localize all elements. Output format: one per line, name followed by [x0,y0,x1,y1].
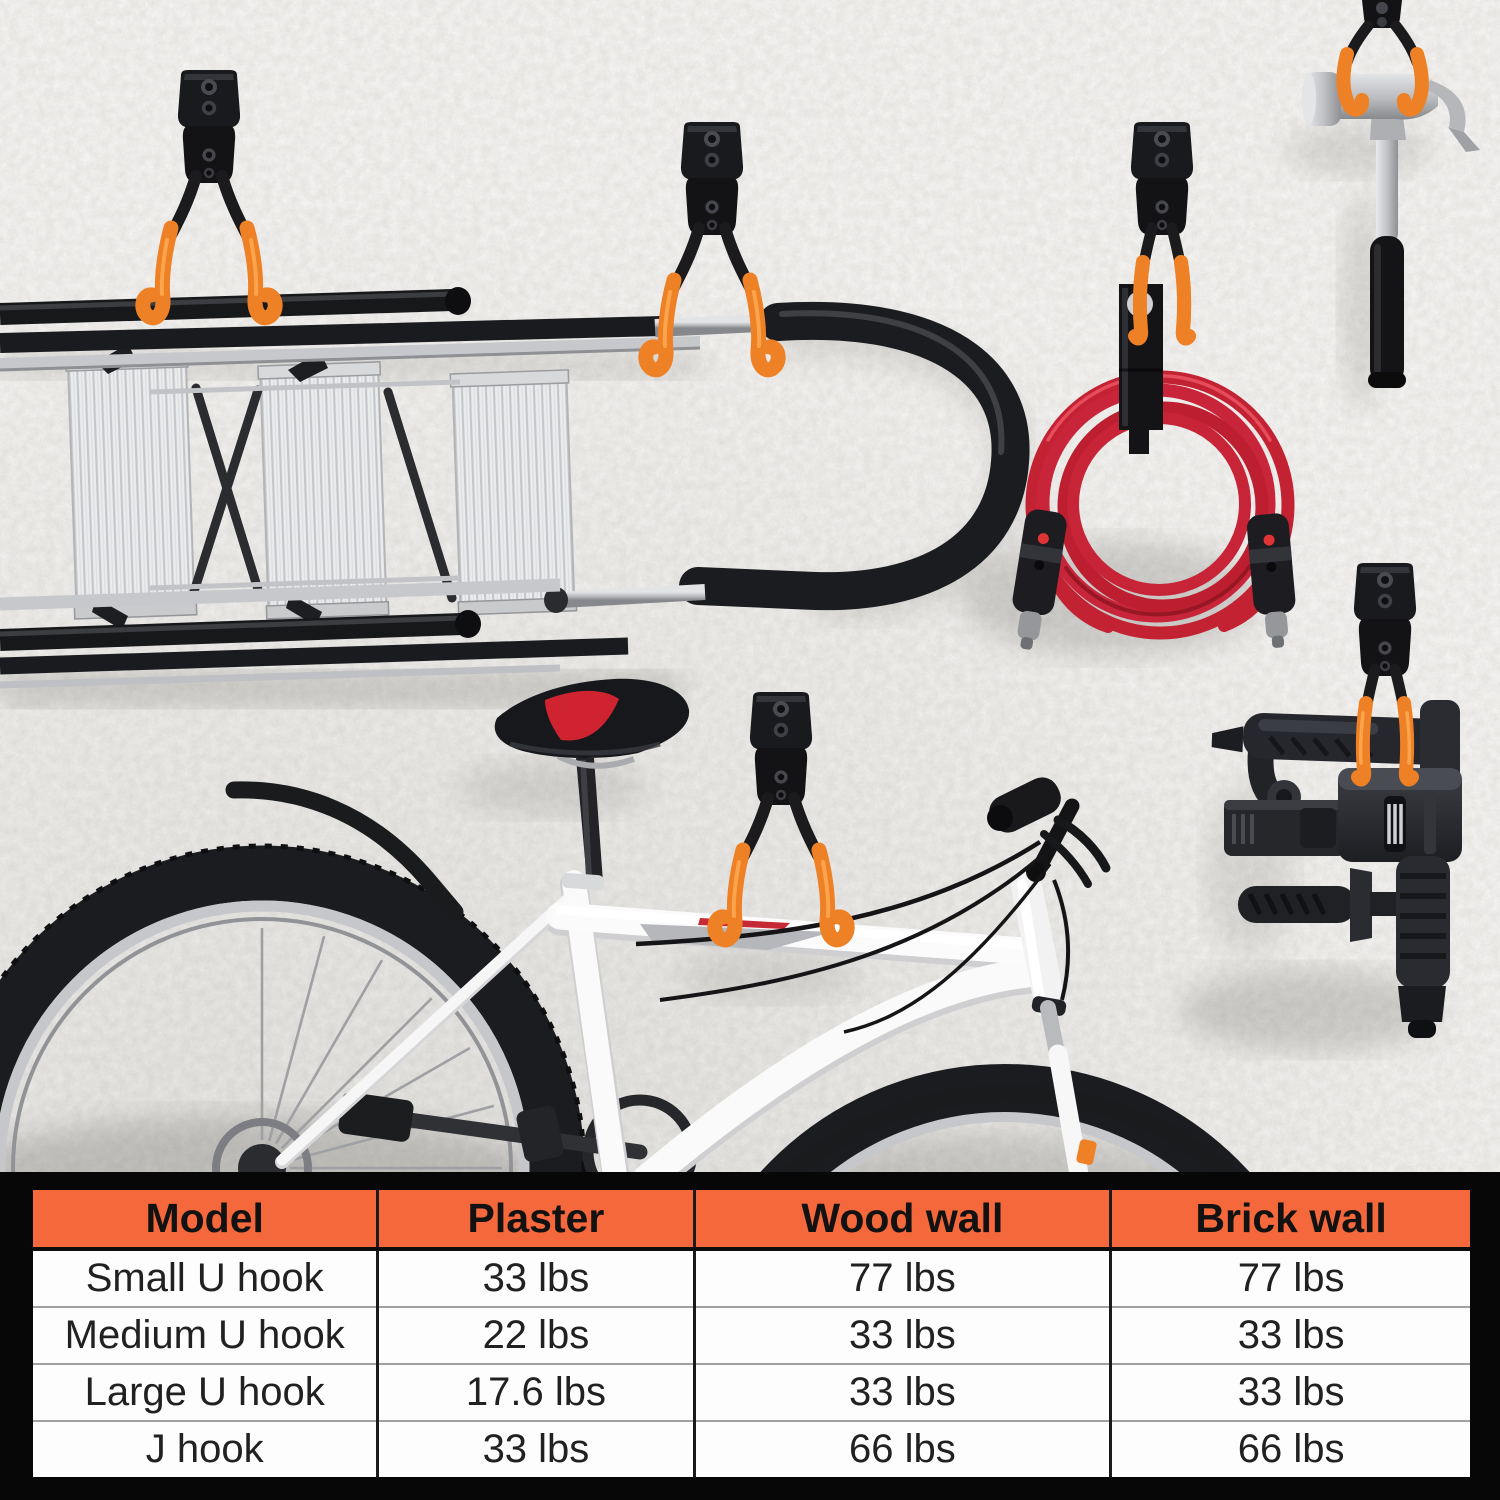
table-row-medium-u-hook [33,1307,1470,1364]
cell-plaster: 17.6 lbs [378,1364,694,1421]
cell-model: Large U hook [33,1364,378,1421]
cell-brick: 66 lbs [1111,1421,1470,1477]
header-row [33,1190,1470,1249]
cell-model: Small U hook [33,1249,378,1307]
cell-brick: 77 lbs [1111,1249,1470,1307]
col-header-model: Model [33,1190,378,1249]
ladder-step-panel [66,354,197,619]
spec-table-header [33,1190,1470,1249]
col-header-plaster: Plaster [378,1190,694,1249]
cell-wood: 77 lbs [694,1249,1111,1307]
cell-plaster: 22 lbs [378,1307,694,1364]
cell-plaster: 33 lbs [378,1421,694,1477]
table-row-small-u-hook [33,1249,1470,1307]
cell-model: Medium U hook [33,1307,378,1364]
cell-wood: 33 lbs [694,1364,1111,1421]
cell-wood: 33 lbs [694,1307,1111,1364]
spec-table [33,1190,1470,1477]
col-header-brick-wall: Brick wall [1111,1190,1470,1249]
cell-model: J hook [33,1421,378,1477]
table-row-j-hook [33,1421,1470,1477]
cell-plaster: 33 lbs [378,1249,694,1307]
spec-table-body [33,1249,1470,1477]
cell-brick: 33 lbs [1111,1307,1470,1364]
cell-wood: 66 lbs [694,1421,1111,1477]
spec-table-frame [0,1172,1500,1500]
cell-brick: 33 lbs [1111,1364,1470,1421]
ladder-step-panel [450,370,576,615]
col-header-wood-wall: Wood wall [694,1190,1111,1249]
table-row-large-u-hook [33,1364,1470,1421]
